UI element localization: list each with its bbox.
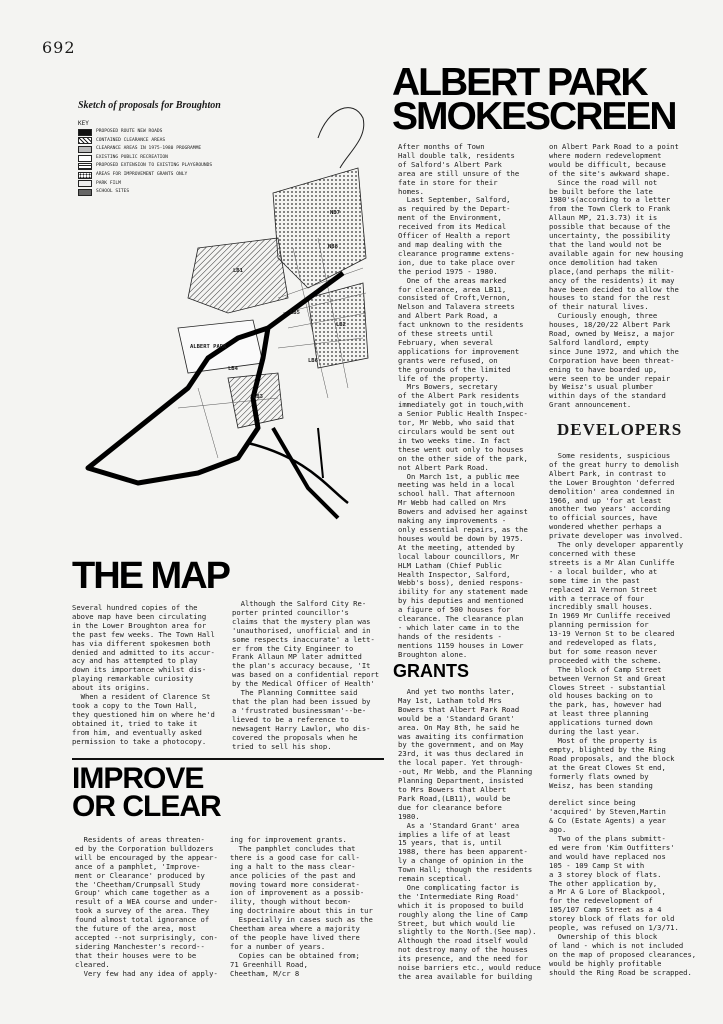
map-label: LB5 xyxy=(290,310,300,316)
legend-item: CONTAINED CLEARANCE AREAS xyxy=(78,137,248,146)
map-label: LB1 xyxy=(233,268,243,274)
the-map-column-1: Several hundred copies of the above map have been circulating in the Lower Broughton area for the past few weeks. The Town Hall has via different spokesmen both denied and admitted to its accur- acy and has attempted to play down its importance whilst dis- playing remarkable curiosity about its origins. When a resident of Clarence St took a copy to the Town Hall, they questioned him on where he'd obtained it, tried to take it from him, and eventually asked permission to take a photocopy. xyxy=(72,604,215,746)
map-drawing xyxy=(78,98,370,528)
the-map-heading: THE MAP xyxy=(72,555,229,597)
improve-heading: IMPROVE OR CLEAR xyxy=(72,762,221,823)
link-road xyxy=(318,428,323,478)
improve-column-1: Residents of areas threaten- ed by the Corporation bulldozers will be encouraged by the appear- ance of a pamphlet, 'Improve- ment or Clearance' produced by the 'Cheetham/Crumpsall Study Group' which came together as a result of a WEA course and under- took a survey of the area. They found almost total ignorance of the future of the area, most accepted --not surprisingly, con- sidering Manchester's record-- that their houses were to be cleared. Very few had any idea of apply- xyxy=(75,836,218,978)
map-label: LB3 xyxy=(253,394,263,400)
legend-item: PARK FILM xyxy=(78,180,248,189)
map-sketch xyxy=(78,98,370,528)
map-label: NB7 xyxy=(330,210,340,216)
grants-heading: GRANTS xyxy=(393,661,469,681)
section-divider xyxy=(72,758,384,760)
the-map-column-2: Although the Salford City Re- porter printed councillor's claims that the mystery plan was 'unauthorised, unofficial and in some respects inaccurate' a lett- er from the City Engineer to Frank Allaun MP later admitted the plan's accuracy because, 'It was based on a confidential report by the Medical Officer of Health' The Planning Committee said that the plan had been issued by a 'frustrated businessman'--be- lieved to be a reference to newsagent Harry Lawlor, who dis- covered the proposals when he tried to sell his shop. xyxy=(232,600,380,750)
map-label: LB4 xyxy=(228,366,238,372)
legend-item: EXISTING PUBLIC RECREATION xyxy=(78,154,248,163)
river-line xyxy=(318,108,364,168)
albert-park-column-2: on Albert Park Road to a point where modern redevelopment would be difficult, because of the site's awkward shape. Since the road will not be built before the late 1980's(according to a letter from the Town Clerk to Frank Allaun MP, 21.3.73) it is possible that because of the uncertainty, the possibility that the land would not be available again for new housing once demolition had taken place,(and perhaps the milit- ancy of the residents) it may have been decided to allow the houses to stand for the rest of their natural lives. Curiously enough, three houses, 18/20/22 Albert Park Road, owned by Weisz, a major Salford landlord, empty since June 1972, and which the Corporation have been threat- ening to have boarded up, were seen to be under repair by Weisz's usual plumber within days of the standard Grant announcement. xyxy=(549,143,684,410)
ring-road-spur xyxy=(273,428,338,518)
legend-item: SCHOOL SITES xyxy=(78,188,248,197)
grants-body: And yet two months later, May 1st, Latham told Mrs Bowers that Albert Park Road would be a 'Standard Grant' area. On May 8th, he said he was awaiting its confirmation by the government, and on May 23rd, it was thus declared in the local paper. Yet through- -out, Mr Webb, and the Planning Planning Department, insisted to Mrs Bowers that Albert Park Road,(LB11), would be due for clearance before 1980. As a 'Standard Grant' area implies a life of at least 15 years, that is, until 1988, there has been apparent- ly a change of opinion in the Town Hall; though the residents remain sceptical. One complicating factor is the 'Intermediate Ring Road' which it is proposed to build roughly along the line of Camp Street, but which would lie slightly to the North.(See map). Although the road itself would not destroy many of the houses its presence, and the need for noise barriers etc., would reduce the area available for building xyxy=(398,688,541,981)
legend-item: PROPOSED EXTENSION TO EXISTING PLAYGROUNDS xyxy=(78,162,248,171)
clearance-area-ne xyxy=(273,168,366,288)
map-key-label: KEY xyxy=(78,120,89,127)
albert-park-column-1: After months of Town Hall double talk, residents of Salford's Albert Park area are still unsure of the fate in store for their homes. Last September, Salford, as required by the Depart- ment of the Environment, received from its Medical Officer of Health a report and map dealing with the clearance programme extens- ion, due to take place over the period 1975 - 1980. One of the areas marked for clearance, area LB11, consisted of Croft,Vernon, Nelson and Talavera streets and Albert Park Road, a fact unknown to the residents of these streets until February, when several applications for improvement grants were refused, on the grounds of the limited life of the property. Mrs Bowers, secretary of the Albert Park residents immediately got in touch,with a Senior Public Health Inspec- tor, Mr Webb, who said that circulars would be sent out in two weeks time. In fact these went out only to houses on the other side of the park, not Albert Park Road. On March 1st, a public mee meeting was held in a local school hall. That afternoon Mr Webb had called on Mrs Bowers and advised her against making any improvements - only essential repairs, as the houses would be down by 1975. At the meeting, attended by local labour councillors, Mr HLM Latham (Chief Public Health Inspector, Salford, Webb's boss), denied respons- ibility for any statement made by his deputies and mentioned a figure of 500 houses for clearance. The clearance plan - which later came in to the hands of the residents - mentions 1159 houses in Lower Broughton alone. xyxy=(398,143,528,659)
map-label: LB2 xyxy=(336,322,346,328)
improve-column-2: ing for improvement grants. The pamphlet concludes that there is a good case for call- ing a halt to the mass clear- ance policies of the past and moving toward more considerat- ion of improvement as a possib- ility, though without becom- ing doctrinaire about this in tur Especially in cases such as the Cheetham area where a majority of the people have lived there for a number of years. Copies can be obtained from; 71 Greenhill Road, Cheetham, M/cr 8 xyxy=(230,836,373,978)
legend-item: AREAS FOR IMPROVEMENT GRANTS ONLY xyxy=(78,171,248,180)
developers-body: Some residents, suspicious of the great hurry to demolish Albert Park, in contrast to the Lower Broughton 'deferred demolition' area condemned in 1966, and up 'for at least another two years' according to official sources, have wondered whether perhaps a private developer was involved. The only developer apparently concerned with these streets is a Mr Alan Cunliffe - a local builder, who at some time in the past replaced 21 Vernon Street with a terrace of four incredibly small houses. In 1969 Mr Cunliffe received planning permission for 13-19 Vernon St to be cleared and redeveloped as flats, but for some reason never proceeded with the scheme. The block of Camp Street between Vernon St and Great Clowes Street - substantial old houses backing on to the park, has, however had at least three planning applications turned down during the last year. Most of the property is empty, blighted by the Ring Road proposals, and the block at the Great Clowes St end, formerly flats owned by Weisz, has been standing derelict since being 'acquired' by Steven,Martin & Co (Estate Agents) a year ago. Two of the plans submitt- ed were from 'Kim Outfitters' and would have replaced nos 105 - 109 Camp St with a 3 storey block of flats. The other application by, a Mr A G Lore of Blackpool, for the redevelopment of 105/107 Camp Street as a 4 storey block of flats for old people, was refused on 1/3/71. Ownership of this block of land - which is not included on the map of proposed clearances, would be highly profitable should the Ring Road be scrapped. xyxy=(549,452,697,977)
page-number: 692 xyxy=(42,38,76,57)
map-label: LB6 xyxy=(308,358,318,364)
legend-item: PROPOSED ROUTE NEW ROADS xyxy=(78,128,248,137)
clearance-area-centre xyxy=(188,238,288,313)
map-label: NB8 xyxy=(328,244,338,250)
developers-heading: DEVELOPERS xyxy=(557,420,683,439)
map-title: Sketch of proposals for Broughton xyxy=(78,100,221,111)
albert-park-headline: ALBERT PARK SMOKESCREEN xyxy=(392,61,676,139)
legend-item: CLEARANCE AREAS IN 1975-1980 PROGRAMME xyxy=(78,145,248,154)
map-label-albert-park: ALBERT PARK xyxy=(190,344,227,350)
